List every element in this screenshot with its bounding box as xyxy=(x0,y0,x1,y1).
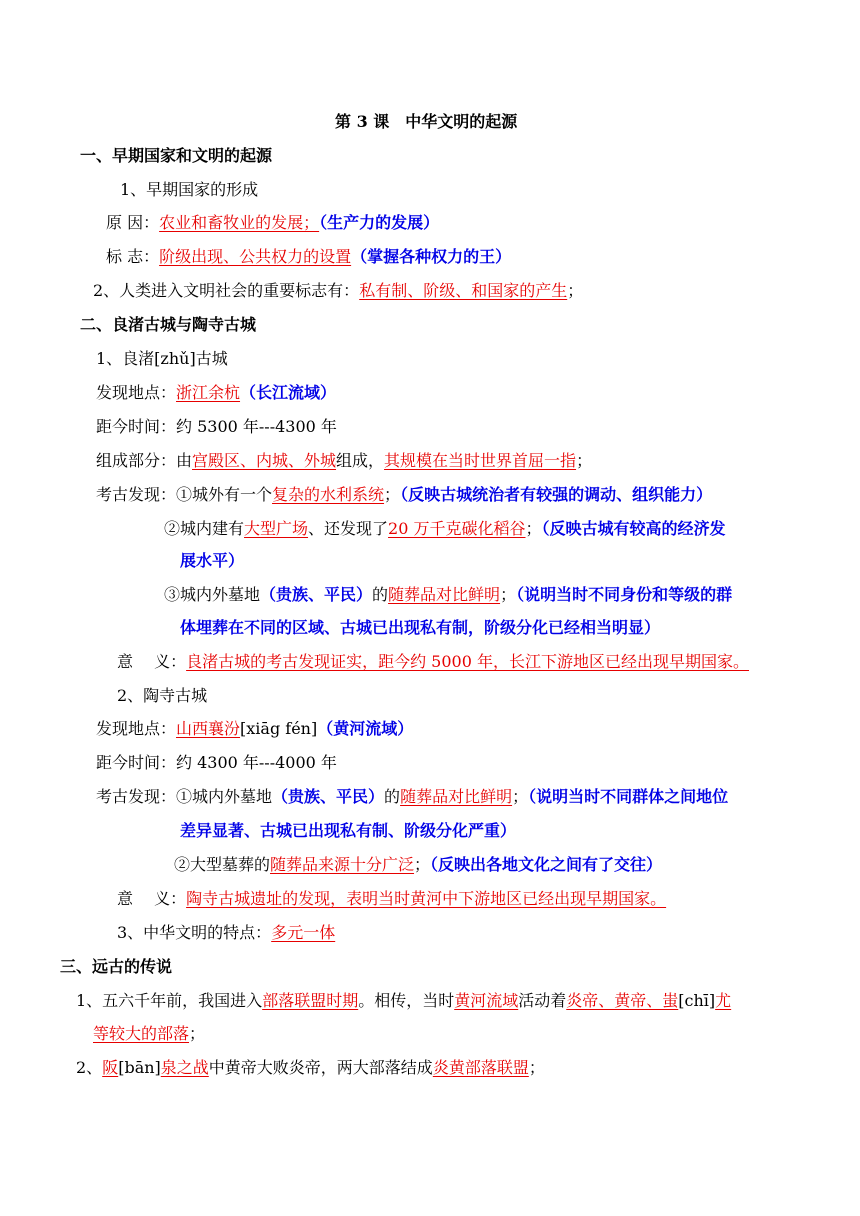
taosi-significance-answer: 陶寺古城遗址的发现，表明当时黄河中下游地区已经出现早期国家。 xyxy=(186,889,667,908)
legend-item-2-mid: 中黄帝大败炎帝，两大部落结成 xyxy=(208,1058,433,1077)
section-2-heading: 二、良渚古城与陶寺古城 xyxy=(80,315,257,334)
taosi-significance-line xyxy=(117,888,666,910)
taosi-location-line xyxy=(96,718,413,740)
liangzhu-finding-3-paren: （贵族、平民） xyxy=(260,585,373,604)
taosi-finding-1-mid: 的 xyxy=(384,787,401,806)
civilization-feature-label: 3、中华文明的特点： xyxy=(117,923,272,942)
taosi-finding-1-note: （说明当时不同群体之间地位 xyxy=(528,787,729,806)
liangzhu-finding-3-line xyxy=(164,584,732,606)
mark-answer: 阶级出现、公共权力的设置 xyxy=(159,247,352,266)
liangzhu-location-answer: 浙江余杭 xyxy=(176,383,241,402)
section-1-heading: 一、早期国家和文明的起源 xyxy=(80,146,273,165)
taosi-significance-label: 意 义： xyxy=(117,889,187,908)
legend-item-1-answer-4: 尤 xyxy=(715,991,732,1010)
liangzhu-composition-end: ； xyxy=(576,451,593,470)
taosi-title: 2、陶寺古城 xyxy=(117,686,208,705)
legend-item-2-pinyin: [bān] xyxy=(118,1058,161,1077)
taosi-archaeology-line-1 xyxy=(96,786,728,808)
legend-item-1-answer-1: 部落联盟时期 xyxy=(262,991,359,1010)
cause-note: （生产力的发展） xyxy=(319,213,440,232)
subsection-1-1-title: 1、早期国家的形成 xyxy=(120,180,259,199)
liangzhu-finding-2-prefix: ②城内建有 xyxy=(164,519,245,538)
legend-item-1-pinyin: [chī] xyxy=(678,991,716,1010)
liangzhu-finding-1-sep: ； xyxy=(384,485,401,504)
legend-item-2-answer-3: 炎黄部落联盟 xyxy=(432,1058,529,1077)
liangzhu-finding-3-prefix: ③城内外墓地 xyxy=(164,585,261,604)
liangzhu-finding-2-note: （反映古城有较高的经济发 xyxy=(541,519,726,538)
liangzhu-location-line xyxy=(96,382,336,404)
liangzhu-finding-3-mid: 的 xyxy=(372,585,389,604)
taosi-finding-1-prefix: ①城内外墓地 xyxy=(176,787,273,806)
civilization-marks-label: 2、人类进入文明社会的重要标志有： xyxy=(93,281,360,300)
civilization-feature-line xyxy=(117,922,335,944)
mark-note: （掌握各种权力的王） xyxy=(351,247,512,266)
taosi-finding-2-answer: 随葬品来源十分广泛 xyxy=(270,855,415,874)
taosi-finding-1-answer: 随葬品对比鲜明 xyxy=(400,787,513,806)
liangzhu-significance-line xyxy=(117,651,749,673)
legend-item-2-prefix: 2、 xyxy=(76,1058,103,1077)
liangzhu-composition-answer: 宫殿区、内城、外城 xyxy=(192,451,337,470)
taosi-finding-2-line xyxy=(174,854,662,876)
legend-item-1-prefix: 1、五六千年前，我国进入 xyxy=(76,991,263,1010)
taosi-location-note: （黄河流域） xyxy=(317,719,414,738)
cause-label: 原 因： xyxy=(106,213,160,232)
mark-label: 标 志： xyxy=(106,247,160,266)
liangzhu-title: 1、良渚[zhǔ]古城 xyxy=(96,349,228,368)
legend-item-1-line xyxy=(76,990,731,1012)
liangzhu-significance-label: 意 义： xyxy=(117,652,187,671)
liangzhu-finding-2-mid: 、还发现了 xyxy=(308,519,389,538)
taosi-location-label: 发现地点： xyxy=(96,719,177,738)
civilization-marks-end: ； xyxy=(567,281,584,300)
liangzhu-scale-answer: 其规模在当时世界首屈一指 xyxy=(384,451,577,470)
cause-line xyxy=(106,212,439,234)
legend-item-1-answer-2: 黄河流域 xyxy=(454,991,519,1010)
liangzhu-composition-line xyxy=(96,450,592,472)
liangzhu-finding-1-answer: 复杂的水利系统 xyxy=(272,485,385,504)
legend-item-1-answer-3: 炎帝、黄帝、蚩 xyxy=(566,991,679,1010)
civilization-marks-answer: 私有制、阶级、和国家的产生 xyxy=(359,281,568,300)
mark-line xyxy=(106,246,511,268)
taosi-finding-1-sep: ； xyxy=(512,787,529,806)
taosi-time: 距今时间：约 4300 年---4000 年 xyxy=(96,753,337,772)
liangzhu-archaeology-line-1 xyxy=(96,484,712,506)
liangzhu-archaeology-label: 考古发现： xyxy=(96,485,177,504)
liangzhu-location-label: 发现地点： xyxy=(96,383,177,402)
liangzhu-finding-2-answer-1: 大型广场 xyxy=(244,519,309,538)
legend-item-1-answer-5: 等较大的部落 xyxy=(93,1024,190,1043)
taosi-archaeology-label: 考古发现： xyxy=(96,787,177,806)
legend-item-2-answer-1: 阪 xyxy=(102,1058,119,1077)
taosi-location-pinyin: [xiāg fén] xyxy=(240,719,318,738)
legend-item-2-end: ； xyxy=(528,1058,545,1077)
liangzhu-finding-3-note-cont: 体埋葬在不同的区域、古城已出现私有制，阶级分化已经相当明显） xyxy=(180,618,661,637)
legend-item-2-line xyxy=(76,1057,545,1079)
liangzhu-finding-1-prefix: ①城外有一个 xyxy=(176,485,273,504)
legend-item-2-answer-2: 泉之战 xyxy=(160,1058,209,1077)
liangzhu-finding-2-answer-2: 20 万千克碳化稻谷 xyxy=(388,519,526,538)
taosi-finding-2-sep: ； xyxy=(414,855,431,874)
liangzhu-finding-2-line xyxy=(164,518,726,540)
liangzhu-significance-answer: 良渚古城的考古发现证实，距今约 5000 年，长江下游地区已经出现早期国家。 xyxy=(186,652,749,671)
liangzhu-finding-3-note: （说明当时不同身份和等级的群 xyxy=(516,585,733,604)
liangzhu-finding-1-note: （反映古城统治者有较强的调动、组织能力） xyxy=(400,485,713,504)
liangzhu-time: 距今时间：约 5300 年---4300 年 xyxy=(96,417,337,436)
page-title: 第 3 课 中华文明的起源 xyxy=(335,112,518,131)
civilization-marks-line xyxy=(93,280,583,302)
legend-item-1-end: ； xyxy=(189,1024,206,1043)
taosi-finding-1-paren: （贵族、平民） xyxy=(272,787,385,806)
liangzhu-composition-label: 组成部分：由 xyxy=(96,451,193,470)
liangzhu-finding-3-answer: 随葬品对比鲜明 xyxy=(388,585,501,604)
legend-item-1-cont xyxy=(93,1023,205,1045)
taosi-finding-1-note-cont: 差异显著、古城已出现私有制、阶级分化严重） xyxy=(180,821,517,840)
legend-item-1-mid-2: 活动着 xyxy=(518,991,567,1010)
section-3-heading: 三、远古的传说 xyxy=(60,957,173,976)
civilization-feature-answer: 多元一体 xyxy=(271,923,336,942)
liangzhu-composition-mid: 组成， xyxy=(336,451,385,470)
liangzhu-location-note: （长江流域） xyxy=(240,383,337,402)
taosi-location-answer: 山西襄汾 xyxy=(176,719,241,738)
taosi-finding-2-prefix: ②大型墓葬的 xyxy=(174,855,271,874)
taosi-finding-2-note: （反映出各地文化之间有了交往） xyxy=(430,855,663,874)
liangzhu-finding-2-sep: ； xyxy=(525,519,542,538)
liangzhu-finding-3-sep: ； xyxy=(500,585,517,604)
legend-item-1-mid: 。相传，当时 xyxy=(358,991,455,1010)
cause-answer: 农业和畜牧业的发展； xyxy=(159,213,320,232)
liangzhu-finding-2-note-cont: 展水平） xyxy=(180,551,245,570)
